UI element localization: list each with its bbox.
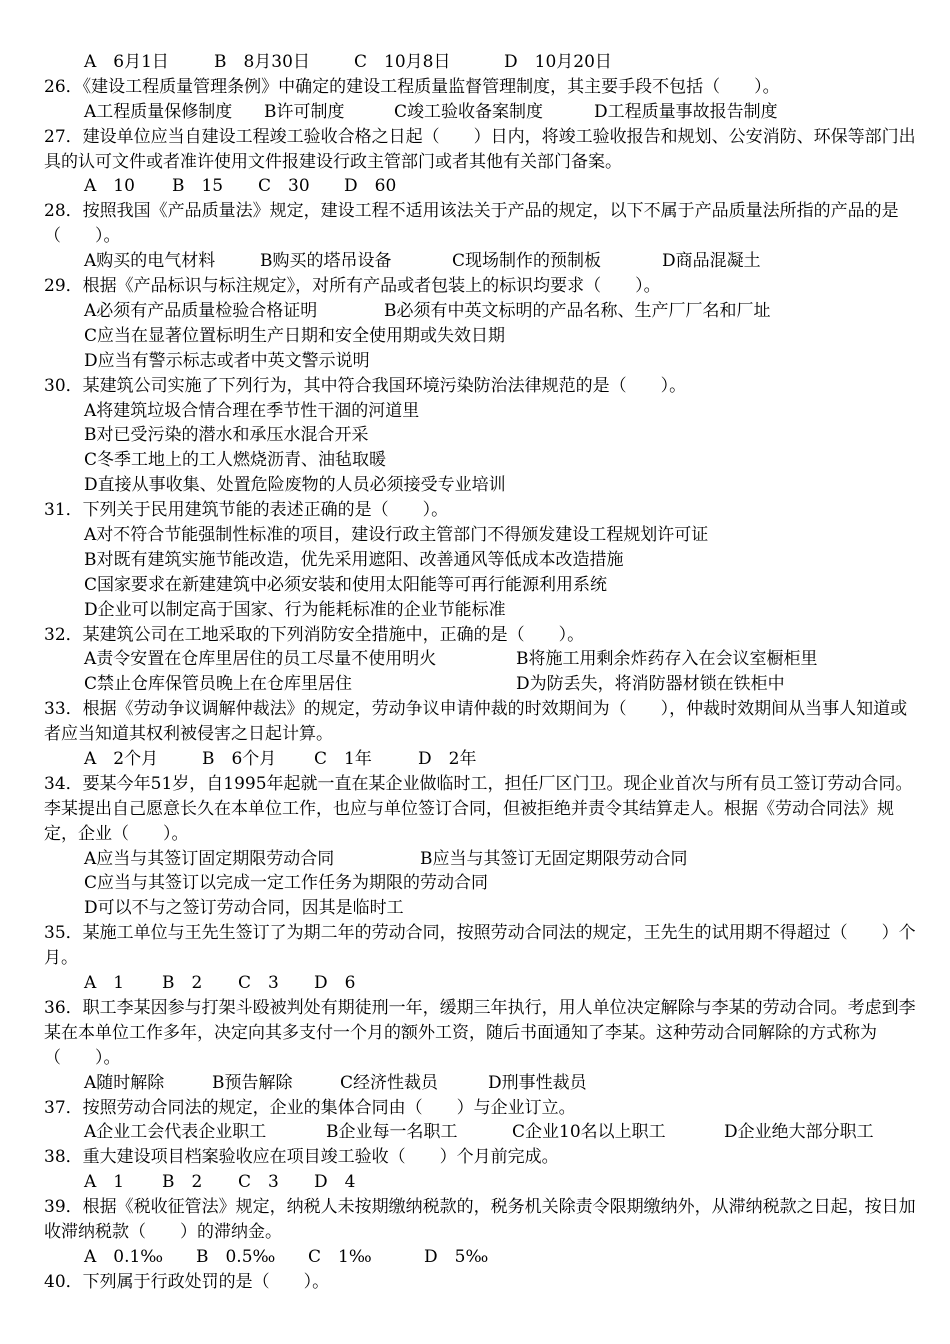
option-item: A工程质量保修制度 [84,101,233,122]
option-item: A将建筑垃圾合情合理在季节性干涸的河道里 [84,400,420,421]
question-text: 27．建设单位应当自建设工程竣工验收合格之日起（ ）日内，将竣工验收报告和规划、公安消防、环保等部门出具的认可文件或者准许使用文件报建设行政主管部门或者其他有关部门备案。 [44,126,916,172]
option-item: D 5‰ [424,1246,489,1267]
option-item: A随时解除 [84,1072,165,1093]
question-text: 28．按照我国《产品质量法》规定，建设工程不适用该法关于产品的规定，以下不属于产品质量法所指的产品的是（ ）。 [44,201,899,247]
option-item: A应当与其签订固定期限劳动合同 [84,848,335,869]
option-item: C 1‰ [308,1246,372,1267]
option-item: D 4 [314,1172,356,1193]
option-item: A责令安置在仓库里居住的员工尽量不使用明火 [84,649,437,670]
option-item: B 0.5‰ [196,1246,276,1267]
option-item: D企业可以制定高于国家、行为能耗标准的企业节能标准 [84,599,506,620]
question-text: 36．职工李某因参与打架斗殴被判处有期徒刑一年，缓期三年执行，用人单位决定解除与李某的劳动合同。考虑到李某在本单位工作多年，决定向其多支付一个月的额外工资，随后书面通知了李某。这种劳动合同解除的方式称为（ ）。 [44,997,916,1068]
option-row [44,847,924,872]
option-row [44,1071,924,1096]
option-item: D 6 [314,973,356,994]
option-row [44,299,924,324]
option-row [44,971,924,996]
question-text: 37．按照劳动合同法的规定，企业的集体合同由（ ）与企业订立。 [44,1097,576,1118]
option-item: D 10月20日 [504,52,612,72]
option-item: C 3 [238,973,279,994]
option-item: D 60 [344,176,397,197]
option-item: A企业工会代表企业职工 [84,1122,267,1143]
option-item: D可以不与之签订劳动合同，因其是临时工 [84,898,404,919]
option-item: C 1年 [314,748,372,769]
question-text: 32．某建筑公司在工地采取的下列消防安全措施中，正确的是（ ）。 [44,624,585,645]
option-item: B 2 [162,973,203,994]
question-text: 40．下列属于行政处罚的是（ ）。 [44,1271,330,1292]
option-item: B将施工用剩余炸药存入在会议室橱柜里 [516,649,818,670]
option-item: D为防丢失，将消防器材锁在铁柜中 [516,674,785,695]
option-row [44,1245,924,1270]
question-text: 34．要某今年51岁，自1995年起就一直在某企业做临时工，担任厂区门卫。现企业首次与所有员工签订劳动合同。李某提出自己愿意长久在本单位工作，也应与单位签订合同，但被拒绝并责令其结算走人。根据《劳动合同法》规定，企业（ ）。 [44,773,913,844]
option-item: A 2个月 [84,748,159,769]
option-item: B企业每一名职工 [326,1122,458,1143]
option-item: C企业10名以上职工 [512,1122,666,1143]
option-item: D应当有警示标志或者中英文警示说明 [84,350,370,371]
option-row [44,672,924,697]
option-row [44,50,924,75]
option-item: C禁止仓库保管员晚上在仓库里居住 [84,674,353,695]
question-text: 33．根据《劳动争议调解仲裁法》的规定，劳动争议申请仲裁的时效期间为（ ），仲裁时效期间从当事人知道或者应当知道其权利被侵害之日起计算。 [44,699,908,745]
option-item: A 1 [84,1172,125,1193]
option-item: B必须有中英文标明的产品名称、生产厂厂名和厂址 [384,300,771,321]
option-row [44,1120,924,1145]
option-row [44,100,924,125]
option-row [44,249,924,274]
option-item: C应当与其签订以完成一定工作任务为期限的劳动合同 [84,873,489,894]
option-row [44,647,924,672]
option-item: D直接从事收集、处置危险废物的人员必须接受专业培训 [84,475,506,496]
option-item: A购买的电气材料 [84,251,216,272]
option-item: C 3 [238,1172,279,1193]
option-item: C现场制作的预制板 [452,251,602,272]
question-text: 39．根据《税收征管法》规定，纳税人未按期缴纳税款的，税务机关除责令限期缴纳外，从滞纳税款之日起，按日加收滞纳税款（ ）的滞纳金。 [44,1197,916,1242]
option-item: A必须有产品质量检验合格证明 [84,300,318,321]
option-item: C竣工验收备案制度 [394,101,544,122]
question-text: 38．重大建设项目档案验收应在项目竣工验收（ ）个月前完成。 [44,1147,559,1168]
option-item: D商品混凝土 [662,251,761,272]
option-item: A 10 [84,176,135,197]
option-item: B 6个月 [202,748,277,769]
option-item: B应当与其签订无固定期限劳动合同 [420,848,688,869]
option-item: D 2年 [418,748,477,769]
question-text: 30．某建筑公司实施了下列行为，其中符合我国环境污染防治法律规范的是（ ）。 [44,375,687,396]
option-item: B 8月30日 [214,52,310,72]
option-item: A 1 [84,973,125,994]
option-item: B 2 [162,1172,203,1193]
option-item: A对不符合节能强制性标准的项目，建设行政主管部门不得颁发建设工程规划许可证 [84,524,709,545]
option-item: C冬季工地上的工人燃烧沥青、油毡取暖 [84,450,387,471]
option-item: B对已受污染的潜水和承压水混合开采 [84,425,369,446]
option-item: B对既有建筑实施节能改造，优先采用遮阳、改善通风等低成本改造措施 [84,549,624,570]
option-item: C应当在显著位置标明生产日期和安全使用期或失效日期 [84,325,506,346]
option-row [44,1170,924,1195]
document-page [44,50,924,1295]
question-text: 31．下列关于民用建筑节能的表述正确的是（ ）。 [44,500,449,521]
option-item: C国家要求在新建建筑中必须安装和使用太阳能等可再行能源利用系统 [84,574,608,595]
question-text: 26．《建设工程质量管理条例》中确定的建设工程质量监督管理制度，其主要手段不包括（ ）。 [44,76,780,97]
question-text: 35．某施工单位与王先生签订了为期二年的劳动合同，按照劳动合同法的规定，王先生的试用期不得超过（ ）个月。 [44,923,916,969]
option-item: D企业绝大部分职工 [724,1122,874,1143]
option-item: D工程质量事故报告制度 [594,101,778,122]
option-item: C经济性裁员 [340,1072,439,1093]
option-item: C 30 [258,176,310,197]
option-item: B许可制度 [264,101,345,122]
option-item: B购买的塔吊设备 [260,251,392,272]
option-item: C 10月8日 [354,52,451,72]
question-text: 29．根据《产品标识与标注规定》，对所有产品或者包装上的标识均要求（ ）。 [44,276,661,297]
option-item: D刑事性裁员 [488,1072,587,1093]
option-item: B预告解除 [212,1072,293,1093]
option-item: A 0.1‰ [84,1246,164,1267]
option-item: B 15 [172,176,224,197]
option-row [44,174,924,199]
option-row [44,747,924,772]
option-item: A 6月1日 [84,52,169,72]
